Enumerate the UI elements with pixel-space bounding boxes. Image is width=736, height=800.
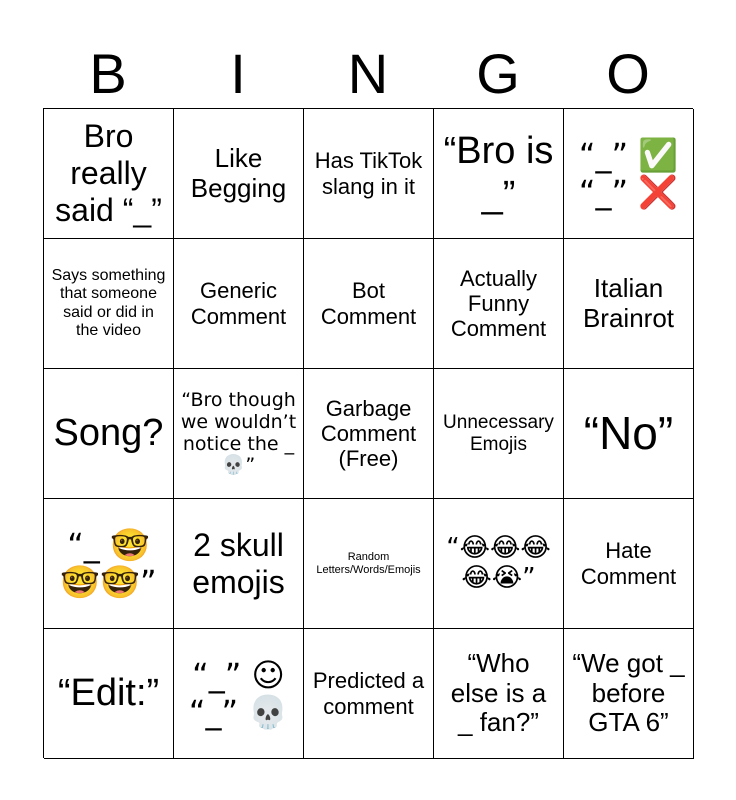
cell-text: “We got _ before GTA 6” xyxy=(572,647,685,738)
cell-text: “Bro is _” xyxy=(443,129,554,216)
header-letter-b: B xyxy=(89,42,127,105)
cell-text: “Edit:” xyxy=(57,671,160,714)
bingo-cell-b2[interactable] xyxy=(44,239,174,369)
cell-text: Garbage Comment (Free) xyxy=(320,395,417,472)
bingo-cell-n4[interactable] xyxy=(304,499,434,629)
cell-text: Song? xyxy=(53,411,164,454)
header-letter-g: G xyxy=(476,42,520,105)
bingo-cell-g5[interactable] xyxy=(434,629,564,759)
bingo-board xyxy=(43,108,693,758)
bingo-cell-o1[interactable] xyxy=(564,109,694,239)
cell-text: Unnecessary Emojis xyxy=(443,411,554,455)
cell-text: “_ 🤓🤓🤓” xyxy=(60,525,157,601)
cell-text: Hate Comment xyxy=(580,538,677,589)
bingo-cell-n1[interactable] xyxy=(304,109,434,239)
header-letter-i: I xyxy=(230,42,246,105)
bingo-cell-n2[interactable] xyxy=(304,239,434,369)
cell-text: Says something that someone said or did in the video xyxy=(51,266,166,339)
cell-text: “Bro though we wouldn’t notice the _ 💀” xyxy=(180,388,297,477)
header-letter-o: O xyxy=(606,42,650,105)
cell-text: “No” xyxy=(583,407,674,460)
cell-text: Random Letters/Words/Emojis xyxy=(316,550,421,576)
cell-text: “_” ☺ “_” 💀 xyxy=(188,655,289,731)
bingo-cell-i1[interactable] xyxy=(174,109,304,239)
cell-text: Like Begging xyxy=(190,142,287,203)
cell-text: Has TikTok slang in it xyxy=(314,148,423,199)
header-letter-n: N xyxy=(347,42,389,105)
cell-text: Predicted a comment xyxy=(312,668,425,719)
bingo-cell-n3[interactable] xyxy=(304,369,434,499)
bingo-cell-g3[interactable] xyxy=(434,369,564,499)
cell-text: Bro really said “_” xyxy=(55,118,162,228)
cell-text: “_” ✅ “_” ❌ xyxy=(578,135,679,211)
bingo-cell-g1[interactable] xyxy=(434,109,564,239)
cell-text: Italian Brainrot xyxy=(582,272,675,333)
cell-text: 2 skull emojis xyxy=(192,526,285,600)
cell-text: Bot Comment xyxy=(320,278,417,329)
bingo-cell-i3[interactable] xyxy=(174,369,304,499)
bingo-cell-b3[interactable] xyxy=(44,369,174,499)
cell-text: Generic Comment xyxy=(190,278,287,329)
bingo-cell-b5[interactable] xyxy=(44,629,174,759)
cell-text: “Who else is a _ fan?” xyxy=(450,647,547,738)
cell-text: “😂😂😂😂😭” xyxy=(446,532,551,593)
bingo-cell-b1[interactable] xyxy=(44,109,174,239)
bingo-cell-o5[interactable] xyxy=(564,629,694,759)
bingo-cell-n5[interactable] xyxy=(304,629,434,759)
bingo-cell-g2[interactable] xyxy=(434,239,564,369)
bingo-cell-o4[interactable] xyxy=(564,499,694,629)
bingo-header xyxy=(43,40,693,108)
cell-text: Actually Funny Comment xyxy=(450,265,547,342)
bingo-cell-i2[interactable] xyxy=(174,239,304,369)
bingo-cell-b4[interactable] xyxy=(44,499,174,629)
bingo-cell-g4[interactable] xyxy=(434,499,564,629)
bingo-cell-o2[interactable] xyxy=(564,239,694,369)
bingo-cell-i4[interactable] xyxy=(174,499,304,629)
bingo-cell-o3[interactable] xyxy=(564,369,694,499)
bingo-cell-i5[interactable] xyxy=(174,629,304,759)
